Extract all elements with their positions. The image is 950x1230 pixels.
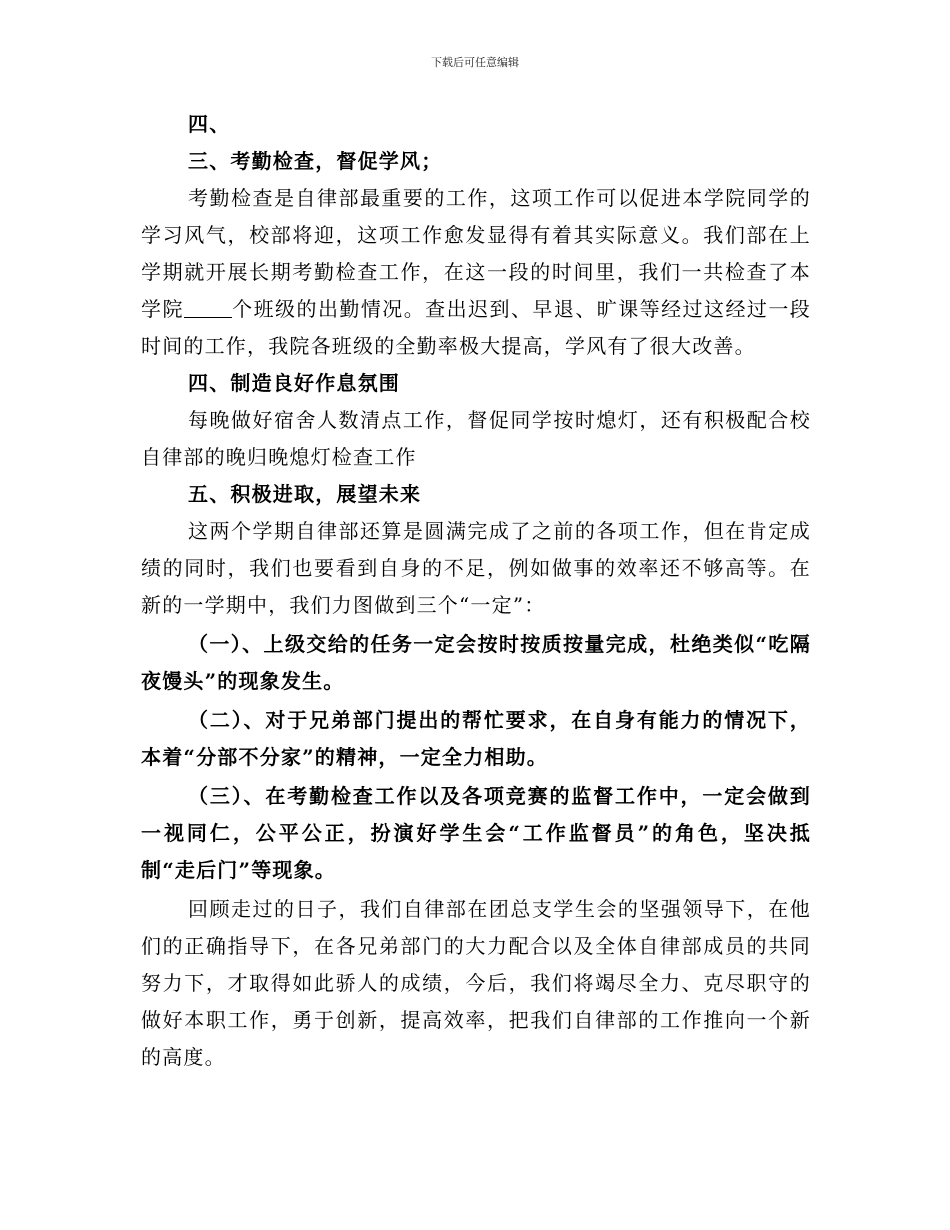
commitment-1: （一）、上级交给的任务一定会按时按质按量完成，杜绝类似“吃隔夜馒头”的现象发生。 bbox=[141, 632, 811, 693]
commitment-2: （二）、对于兄弟部门提出的帮忙要求，在自身有能力的情况下，本着“分部不分家”的精神，一定全力相助。 bbox=[141, 708, 811, 769]
section-heading: 四、制造良好作息氛围 bbox=[188, 371, 400, 395]
document-body bbox=[141, 106, 811, 1076]
paragraph-outlook: 这两个学期自律部还算是圆满完成了之前的各项工作，但在肯定成绩的同时，我们也要看到自身的不足，例如做事的效率还不够高等。在新的一学期中，我们力图做到三个“一定”： bbox=[141, 519, 811, 617]
section-heading: 三、考勤检查，督促学风； bbox=[188, 149, 443, 173]
paragraph-dormitory: 每晚做好宿舍人数清点工作，督促同学按时熄灯，还有积极配合校自律部的晚归晚熄灯检查工作 bbox=[141, 408, 811, 469]
paragraph-attendance-part2: 个班级的出勤情况。查出迟到、早退、旷课等经过这经过一段时间的工作，我院各班级的全勤率极大提高，学风有了很大改善。 bbox=[141, 297, 811, 358]
commitment-3: （三）、在考勤检查工作以及各项竞赛的监督工作中，一定会做到一视同仁，公平公正，扮演好学生会“工作监督员”的角色，坚决抵制“走后门”等现象。 bbox=[141, 784, 811, 882]
page-header: 下载后可任意编辑 bbox=[431, 56, 519, 69]
section-heading: 五、积极进取，展望未来 bbox=[188, 482, 422, 506]
paragraph-attendance-part1: 考勤检查是自律部最重要的工作，这项工作可以促进本学院同学的学习风气，校部将迎，这项工作愈发显得有着其实际意义。我们部在上学期就开展长期考勤检查工作，在这一段的时间里，我们一共检查了本学院 bbox=[141, 186, 811, 321]
section-heading: 四、 bbox=[188, 112, 231, 136]
paragraph-conclusion: 回顾走过的日子，我们自律部在团总支学生会的坚强领导下，在他们的正确指导下，在各兄弟部门的大力配合以及全体自律部成员的共同努力下，才取得如此骄人的成绩，今后，我们将竭尽全力、克尽职守的做好本职工作，勇于创新，提高效率，把我们自律部的工作推向一个新的高度。 bbox=[141, 897, 811, 1069]
fill-in-blank bbox=[184, 299, 232, 318]
paragraph-attendance bbox=[141, 180, 811, 365]
